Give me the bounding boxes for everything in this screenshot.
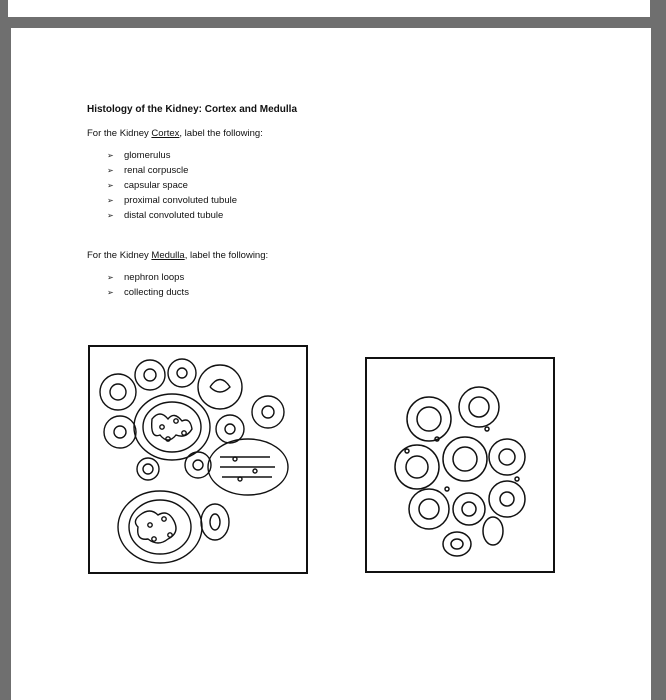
arrow-bullet-icon: ➢ <box>107 166 114 175</box>
list-item <box>107 285 627 300</box>
list-item <box>107 208 627 223</box>
list-item-label: nephron loops <box>124 272 185 283</box>
medulla-intro-before: For the Kidney <box>87 250 152 261</box>
arrow-bullet-icon: ➢ <box>107 211 114 220</box>
list-item <box>107 178 627 193</box>
list-item <box>107 270 627 285</box>
medulla-histology-figure <box>365 357 555 573</box>
list-item-label: renal corpuscle <box>124 165 189 176</box>
cortex-label-list <box>107 148 627 223</box>
arrow-bullet-icon: ➢ <box>107 288 114 297</box>
list-item <box>107 163 627 178</box>
arrow-bullet-icon: ➢ <box>107 181 114 190</box>
list-item <box>107 193 627 208</box>
list-item-label: proximal convoluted tubule <box>124 195 238 206</box>
medulla-intro-link: Medulla <box>151 250 185 261</box>
arrow-bullet-icon: ➢ <box>107 151 114 160</box>
cortex-histology-figure <box>88 345 308 574</box>
medulla-drawing <box>367 359 553 571</box>
medulla-instructions <box>87 250 627 261</box>
list-item-label: glomerulus <box>124 150 171 161</box>
cortex-instructions <box>87 128 627 139</box>
cortex-intro-before: For the Kidney <box>87 128 152 139</box>
list-item-label: collecting ducts <box>124 287 189 298</box>
cortex-drawing <box>90 347 306 572</box>
page-title: Histology of the Kidney: Cortex and Medulla <box>87 104 298 115</box>
arrow-bullet-icon: ➢ <box>107 196 114 205</box>
medulla-section <box>87 250 627 300</box>
previous-page-edge <box>8 0 650 17</box>
list-item <box>107 148 627 163</box>
medulla-label-list <box>107 270 627 300</box>
arrow-bullet-icon: ➢ <box>107 273 114 282</box>
worksheet-content <box>87 104 627 300</box>
list-item-label: capsular space <box>124 180 188 191</box>
medulla-intro-after: , label the following: <box>184 250 269 261</box>
cortex-intro-after: , label the following: <box>179 128 263 139</box>
cortex-intro-link: Cortex <box>151 128 180 139</box>
document-page <box>11 28 651 700</box>
list-item-label: distal convoluted tubule <box>124 210 224 221</box>
